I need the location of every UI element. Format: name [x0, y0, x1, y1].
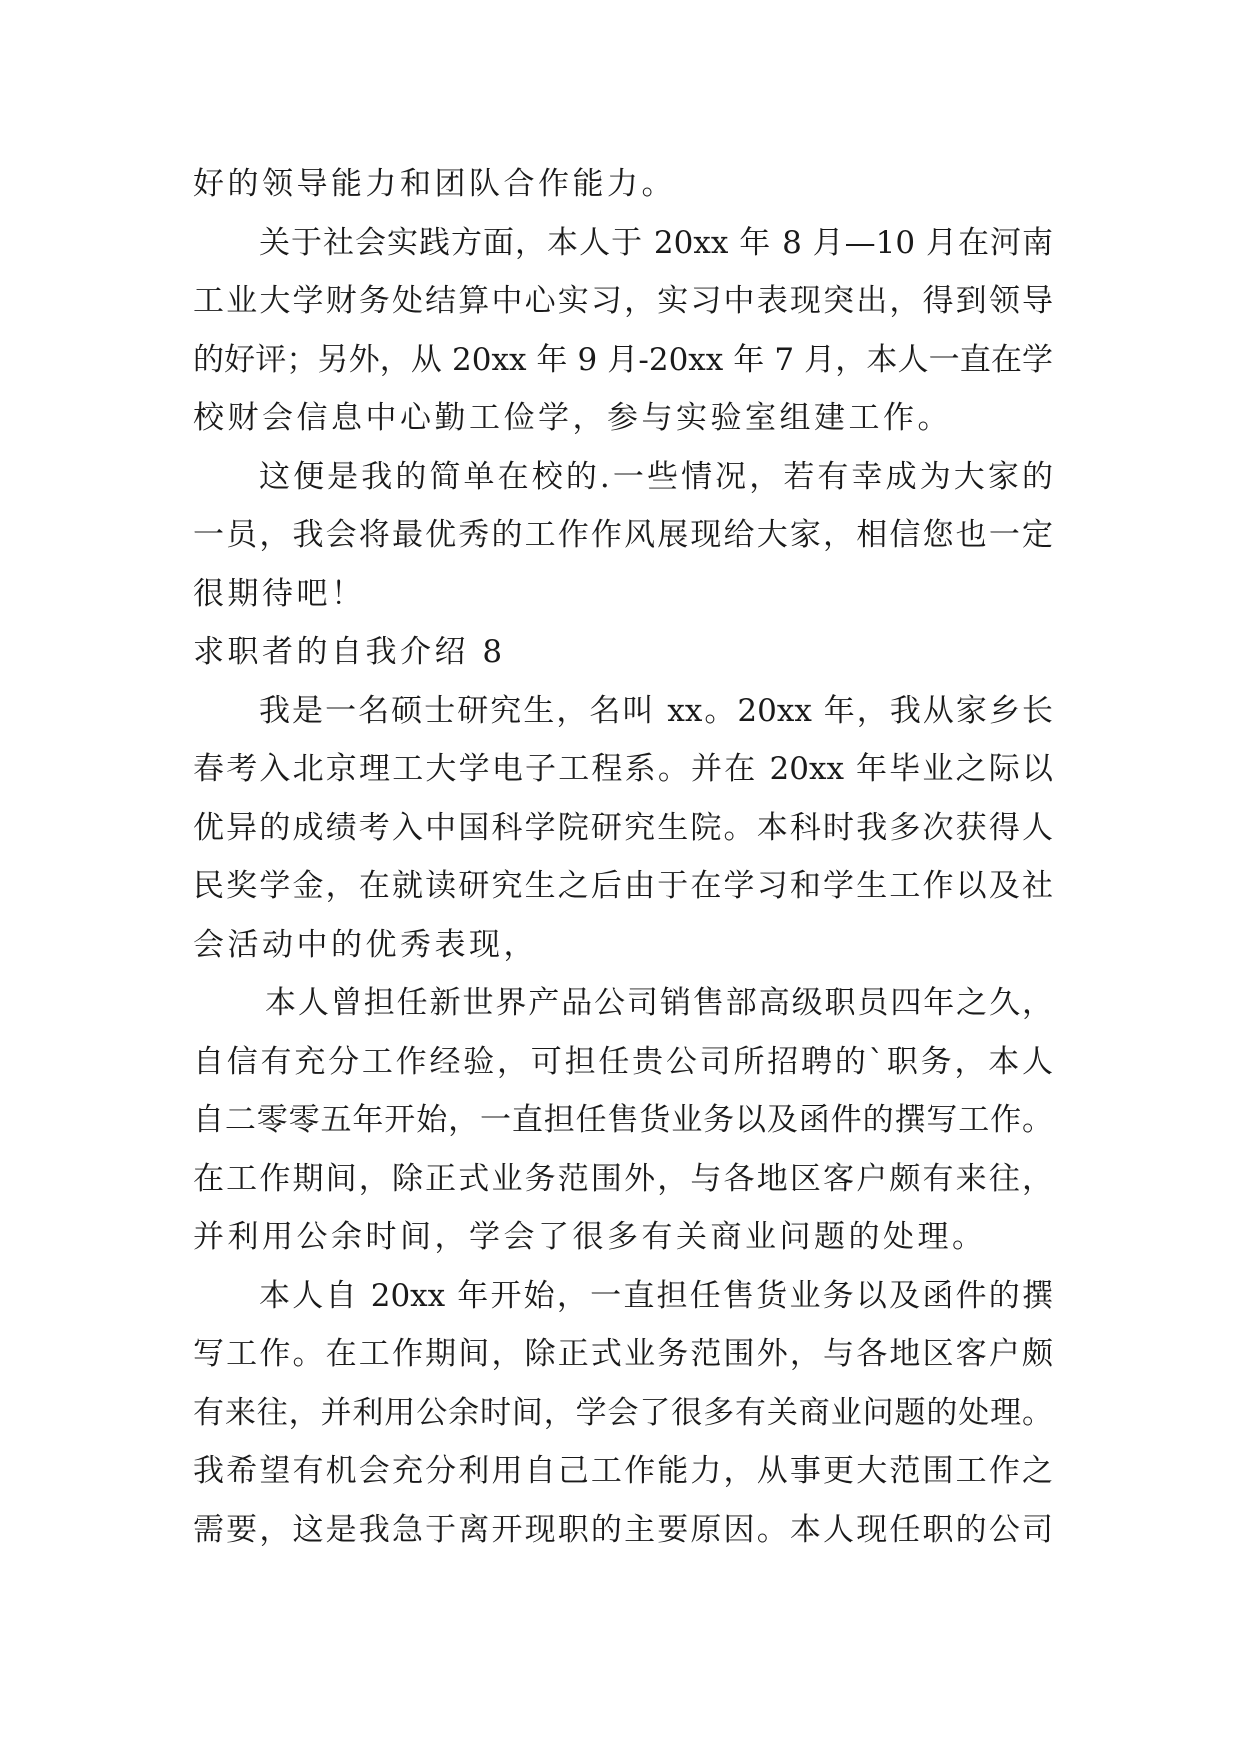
- paragraph-start-line: 这便是我的简单在校的.一些情况，若有幸成为大家的: [259, 458, 1053, 495]
- text-line: 很期待吧！: [193, 575, 366, 612]
- text-line: 工业大学财务处结算中心实习，实习中表现突出，得到领导: [193, 283, 1053, 319]
- text-line: 并利用公余时间，学会了很多有关商业问题的处理。: [193, 1219, 987, 1255]
- text-line: 春考入北京理工大学电子工程系。并在 20xx 年毕业之际以: [193, 751, 1053, 787]
- text-line: 自二零零五年开始，一直担任售货业务以及函件的撰写工作。: [193, 1102, 1053, 1138]
- text-line: 我希望有机会充分利用自己工作能力，从事更大范围工作之: [193, 1453, 1053, 1489]
- document-body: [193, 155, 1053, 1559]
- text-line: 写工作。在工作期间，除正式业务范围外，与各地区客户颇: [193, 1336, 1053, 1372]
- text-line: 一员，我会将最优秀的工作作风展现给大家，相信您也一定: [193, 517, 1053, 553]
- section-heading: 求职者的自我介绍 8: [193, 634, 506, 670]
- text-line: 自信有充分工作经验，可担任贵公司所招聘的`职务，本人: [193, 1043, 1053, 1080]
- text-line: 校财会信息中心勤工俭学，参与实验室组建工作。: [193, 400, 952, 436]
- text-line: 有来往，并利用公余时间，学会了很多有关商业问题的处理。: [193, 1394, 1053, 1431]
- paragraph-start-line: 关于社会实践方面，本人于 20xx 年 8 月—10 月在河南: [259, 224, 1053, 261]
- text-line: 需要，这是我急于离开现职的主要原因。本人现任职的公司: [193, 1511, 1053, 1548]
- text-line: 好的领导能力和团队合作能力。: [193, 166, 676, 202]
- text-line: 的好评；另外，从 20xx 年 9 月-20xx 年 7 月，本人一直在学: [193, 341, 1053, 378]
- paragraph-start-line: 本人自 20xx 年开始，一直担任售货业务以及函件的撰: [259, 1277, 1053, 1314]
- paragraph-start-line: 我是一名硕士研究生，名叫 xx。20xx 年，我从家乡长: [259, 692, 1053, 729]
- paragraph-start-line: 本人曾担任新世界产品公司销售部高级职员四年之久，: [265, 985, 1053, 1021]
- text-line: 优异的成绩考入中国科学院研究生院。本科时我多次获得人: [193, 809, 1053, 846]
- text-line: 会活动中的优秀表现，: [193, 926, 538, 963]
- text-line: 民奖学金，在就读研究生之后由于在学习和学生工作以及社: [193, 868, 1053, 904]
- text-line: 在工作期间，除正式业务范围外，与各地区客户颇有来往，: [193, 1160, 1053, 1197]
